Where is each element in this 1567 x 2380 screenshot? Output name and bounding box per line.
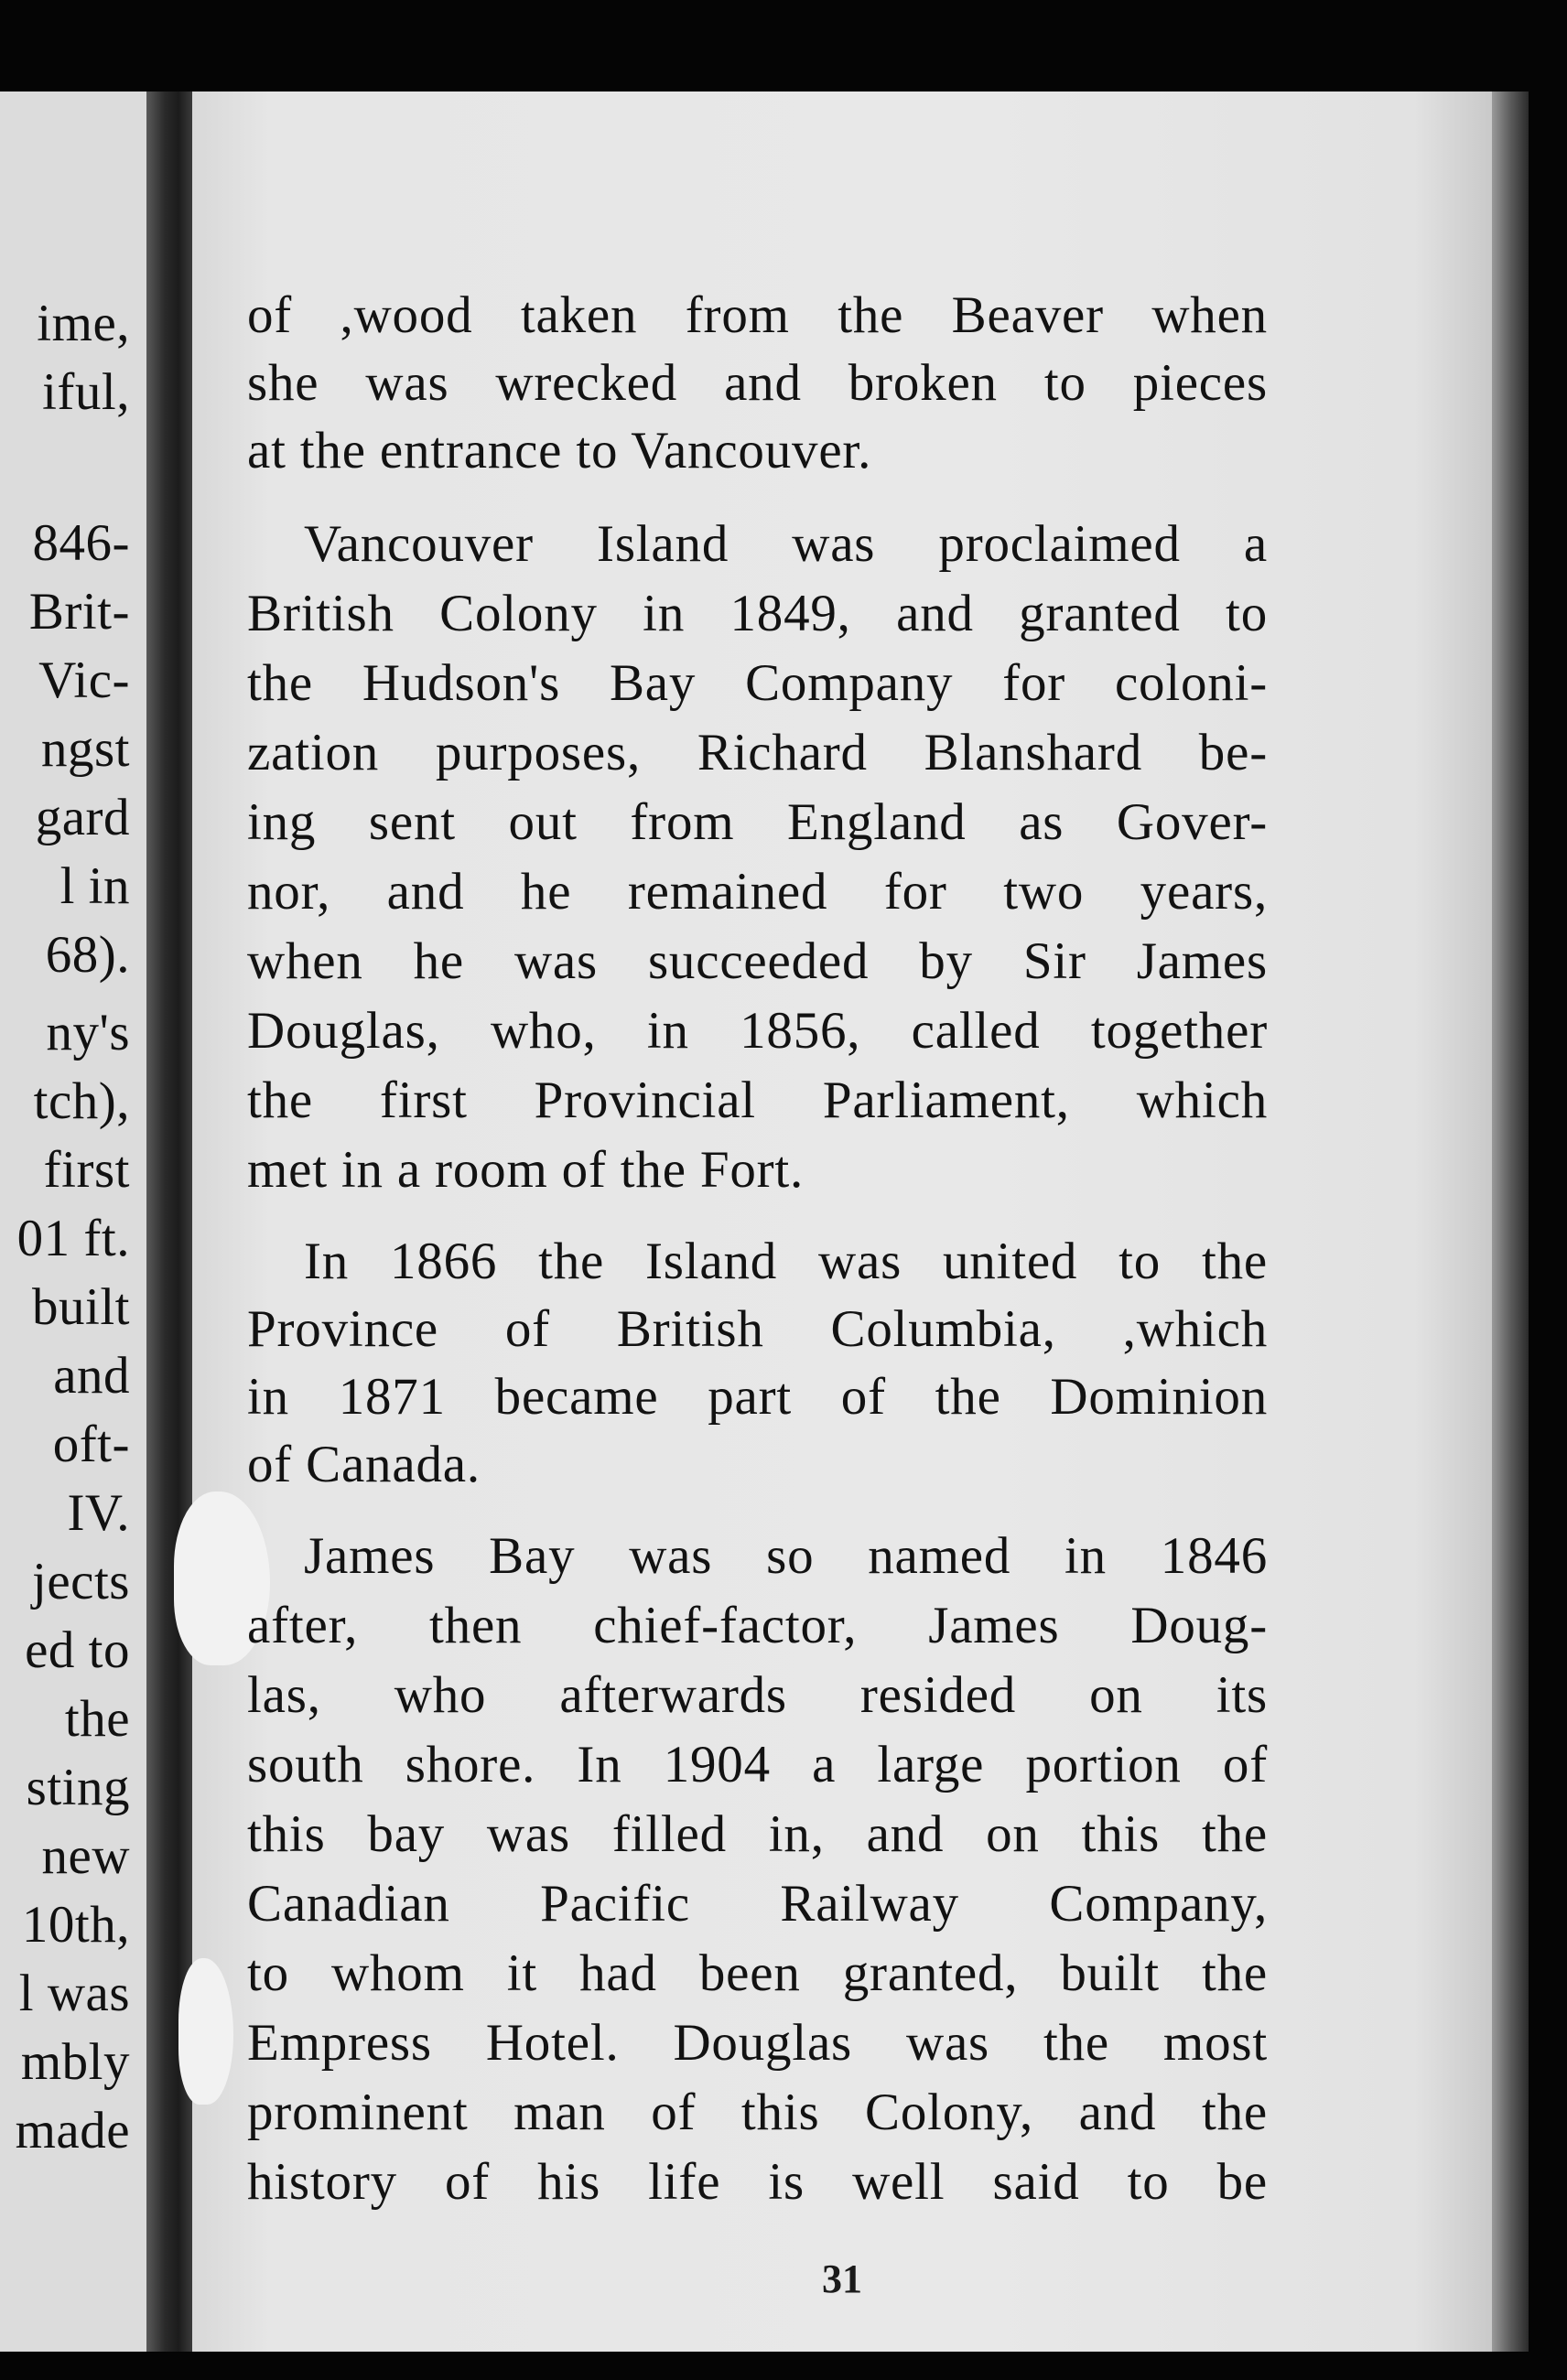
text-line: this bay was filled in, and on this the [247,1805,1268,1863]
page-edge [1492,92,1529,2352]
text-line: ing sent out from England as Gover- [247,793,1268,851]
text-line: the first Provincial Parliament, which [247,1072,1268,1129]
page-number: 31 [822,2256,862,2301]
left-page-fragment: 10th, [21,1896,130,1954]
text-line: of ,wood taken from the Beaver when [247,286,1268,344]
left-page-fragment: ngst [40,720,130,778]
left-page-fragment: tch), [33,1072,130,1130]
text-line: the Hudson's Bay Company for coloni- [247,654,1268,712]
text-line: in 1871 became part of the Dominion [247,1368,1268,1426]
left-page-fragment: l was [18,1965,130,2022]
text-line: south shore. In 1904 a large portion of [247,1736,1268,1793]
left-page-fragment: built [31,1278,130,1336]
left-page-fragment: new [41,1827,130,1885]
text-line: nor, and he remained for two years, [247,863,1268,921]
left-page-fragment: ed to [25,1621,130,1679]
left-page-fragment: ime, [37,295,130,352]
left-page-fragment: iful, [42,363,130,421]
text-line: she was wrecked and broken to pieces [247,354,1268,412]
text-line: to whom it had been granted, built the [247,1944,1268,2002]
left-page-fragment: first [43,1141,130,1199]
left-page-fragment: Vic- [38,652,130,709]
text-line: Vancouver Island was proclaimed a [304,515,1268,573]
left-page-fragment: ny's [46,1004,130,1061]
text-line: met in a room of the Fort. [247,1141,805,1199]
right-page [192,92,1492,2352]
left-page-fragment: jects [32,1553,130,1610]
text-line: Douglas, who, in 1856, called together [247,1002,1268,1060]
left-page-fragment: and [53,1347,130,1405]
left-page-fragment: sting [26,1759,130,1816]
text-line: history of his life is well said to be [247,2153,1268,2211]
left-page-fragment: made [15,2102,130,2159]
text-line: Empress Hotel. Douglas was the most [247,2014,1268,2072]
text-line: British Colony in 1849, and granted to [247,585,1268,642]
text-line: zation purposes, Richard Blanshard be- [247,724,1268,781]
text-line: James Bay was so named in 1846 [304,1527,1268,1585]
left-page-fragment: Brit- [28,583,130,641]
left-page-fragment: 68). [45,926,130,984]
left-page-fragment: 846- [32,514,130,572]
text-line: Canadian Pacific Railway Company, [247,1875,1268,1933]
left-page-fragment: gard [35,789,130,846]
left-page-fragment: oft- [52,1416,130,1473]
left-page-fragment: IV. [67,1484,130,1542]
left-page-fragment: l in [59,857,130,915]
text-line: Province of British Columbia, ,which [247,1300,1268,1358]
text-line: of Canada. [247,1436,481,1493]
text-line: In 1866 the Island was united to the [304,1233,1268,1290]
left-page-fragment: 01 ft. [16,1210,130,1267]
text-line: at the entrance to Vancouver. [247,422,872,479]
left-facing-page [0,92,146,2352]
text-line: after, then chief-factor, James Doug- [247,1597,1268,1654]
left-page-fragment: the [64,1690,130,1748]
left-page-fragment: mbly [20,2033,130,2091]
torn-paper-spot [178,1958,233,2105]
text-line: prominent man of this Colony, and the [247,2084,1268,2141]
text-line: when he was succeeded by Sir James [247,932,1268,990]
text-line: las, who afterwards resided on its [247,1666,1268,1724]
